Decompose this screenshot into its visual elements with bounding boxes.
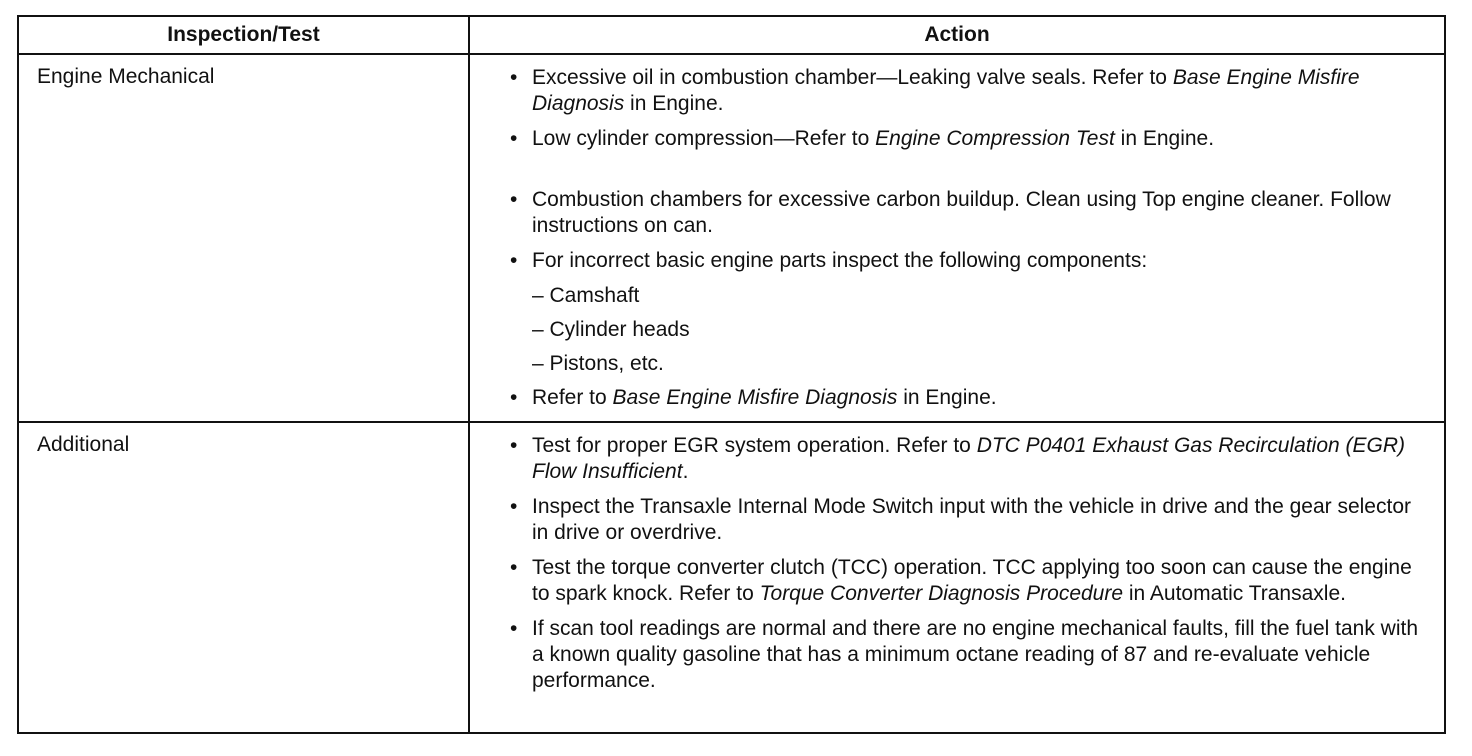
bullet-icon: • [510,127,518,150]
item-text: If scan tool readings are normal and there are no engine mechanical faults, fill the fuel tank with a known quality gasoline that has a minimum octane reading of 87 and re-evaluate vehicle performance. [532,617,1419,692]
item-text: Test the torque converter clutch (TCC) operation. TCC applying too soon can cause the engine to spark knock. Refer to Torque Converter Diagnosis Procedure in Automatic Transaxle. [532,556,1412,605]
table-header-row [19,17,1444,53]
item-text: Refer to Base Engine Misfire Diagnosis in Engine. [532,386,997,409]
item-text: Test for proper EGR system operation. Refer to DTC P0401 Exhaust Gas Recirculation (EGR) Flow Insufficient. [532,434,1406,483]
bullet-icon: • [510,249,518,272]
list-item [510,385,1424,411]
action-cell-engine-mechanical [470,55,1444,421]
row-label-engine-mechanical: Engine Mechanical [19,55,470,421]
item-text: Low cylinder compression—Refer to Engine Compression Test in Engine. [532,127,1215,150]
list-item [510,616,1424,694]
sub-item-cylinder-heads: – Cylinder heads [532,318,690,341]
list-item [510,126,1424,152]
item-text: Combustion chambers for excessive carbon buildup. Clean using Top engine cleaner. Follow instructions on can. [532,188,1391,237]
bullet-icon: • [510,617,518,640]
item-text: Inspect the Transaxle Internal Mode Switch input with the vehicle in drive and the gear selector in drive or overdrive. [532,495,1411,544]
sub-item-camshaft: – Camshaft [532,284,640,307]
list-item [510,65,1424,117]
diagnostic-table [17,15,1446,734]
header-action: Action [924,23,990,46]
list-item [510,187,1424,239]
item-text: For incorrect basic engine parts inspect the following components: [532,249,1148,272]
header-inspection-test: Inspection/Test [19,17,470,53]
bullet-icon: • [510,188,518,211]
row-label-additional: Additional [19,423,470,732]
table-row-engine-mechanical [19,53,1444,421]
bullet-icon: • [510,386,518,409]
table-row-additional [19,421,1444,732]
list-item [510,494,1424,546]
list-item [510,248,1424,274]
item-text: Excessive oil in combustion chamber—Leaking valve seals. Refer to Base Engine Misfire Diagnosis in Engine. [532,66,1360,115]
sub-item-pistons: – Pistons, etc. [532,352,664,375]
bullet-icon: • [510,434,518,457]
bullet-icon: • [510,66,518,89]
list-item [510,555,1424,607]
list-item [510,433,1424,485]
bullet-icon: • [510,556,518,579]
bullet-icon: • [510,495,518,518]
action-cell-additional [470,423,1444,732]
